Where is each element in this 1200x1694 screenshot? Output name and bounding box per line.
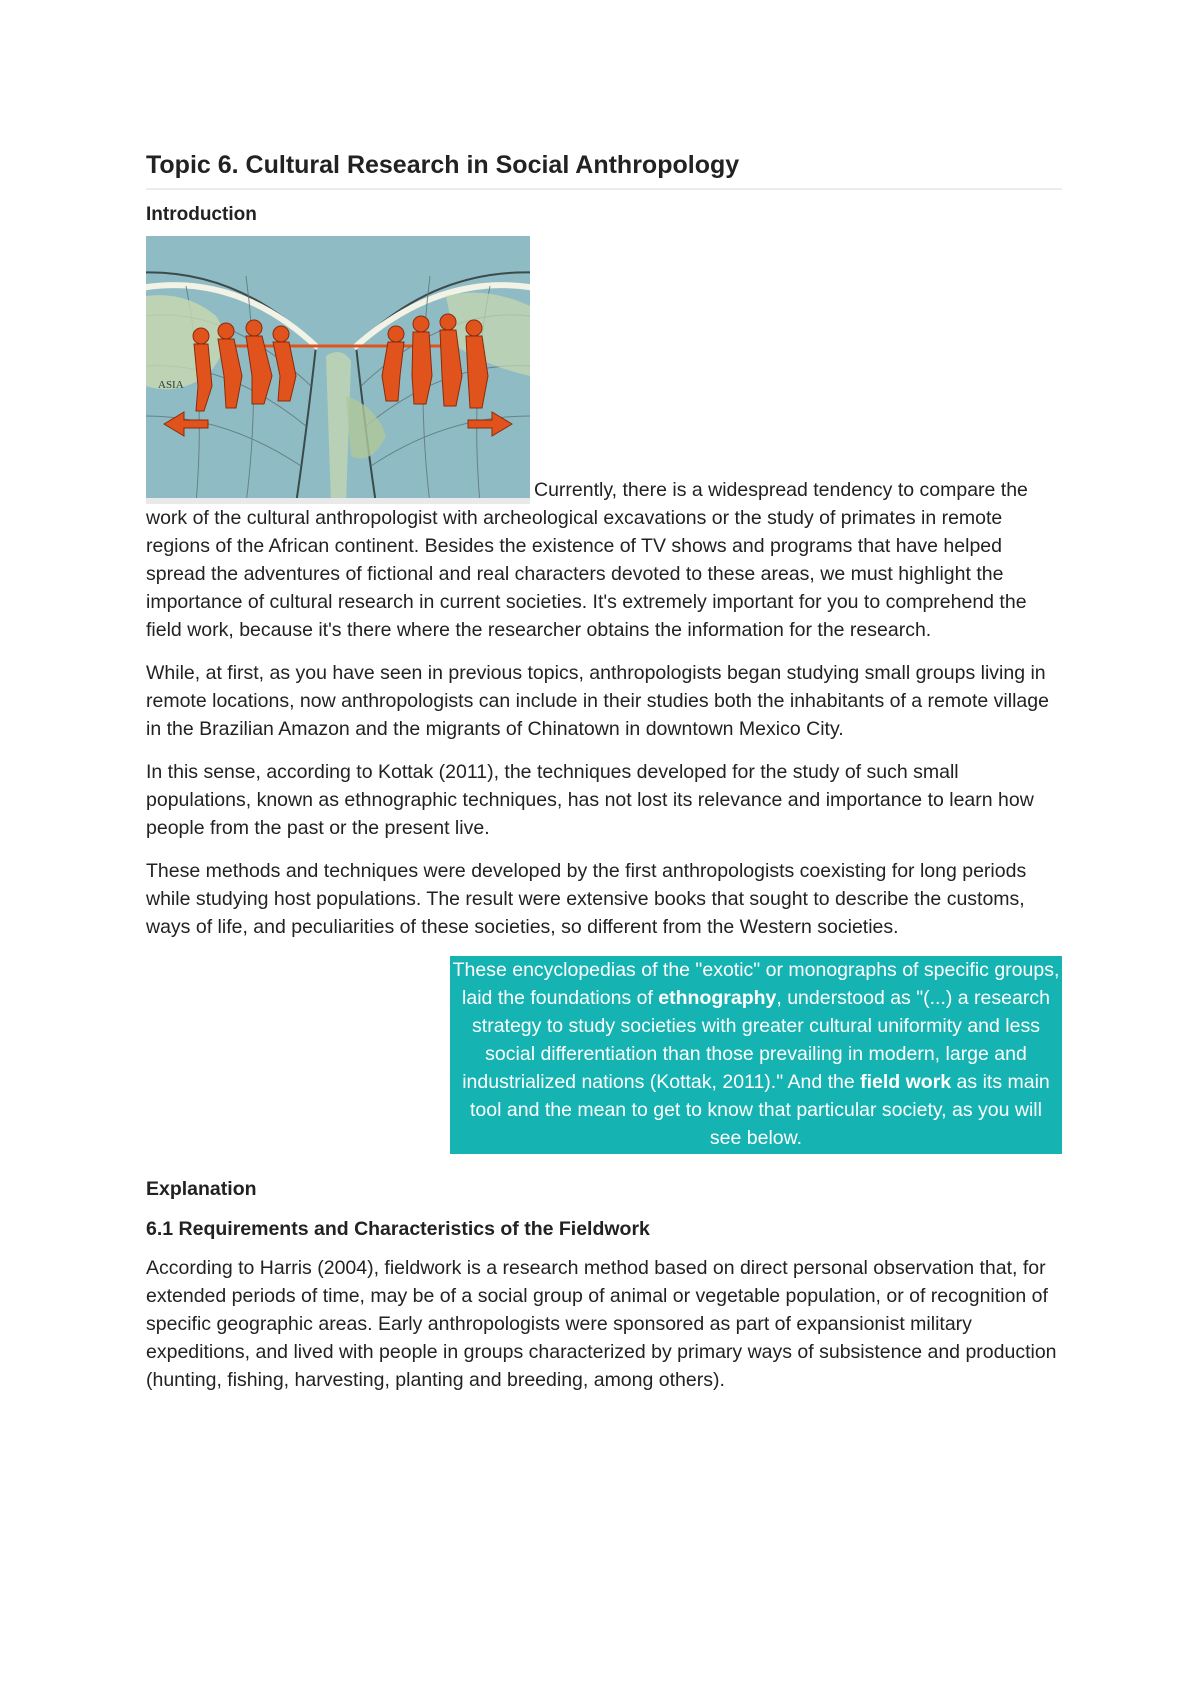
intro-paragraph-1-text: Currently, there is a widespread tendency to compare the work of the cultural anthropologist with archeological excavations or the study of primates in remote regions of the African continent. Besides the existence of TV shows and programs that have helped spread the adventures of fictional and real characters devoted to these areas, we must highlight the importance of cultural research in current societies. It's extremely important for you to comprehend the field work, because it's there where the researcher obtains the information for the research. bbox=[146, 479, 1028, 641]
introduction-heading: Introduction bbox=[146, 204, 257, 225]
ethnography-callout bbox=[450, 956, 1062, 1154]
section-6-1-paragraph: According to Harris (2004), fieldwork is a research method based on direct personal observation that, for extended periods of time, may be of a social group of animal or vegetable population, or of recognition of specific geographic areas. Early anthropologists were sponsored as part of expansionist military expeditions, and lived with people in groups characterized by primary ways of subsistence and production (hunting, fishing, harvesting, planting and breeding, among others). bbox=[146, 1257, 1057, 1391]
section-6-1-heading: 6.1 Requirements and Characteristics of the Fieldwork bbox=[146, 1218, 650, 1240]
callout-text-3: as its main tool and the mean to get to know that particular society, as you will see below. bbox=[470, 1071, 1050, 1149]
document-page bbox=[146, 148, 1062, 1409]
callout-container bbox=[146, 956, 1062, 1154]
intro-paragraph-2: While, at first, as you have seen in previous topics, anthropologists began studying small groups living in remote locations, now anthropologists can include in their studies both the inhabitants of a remote village in the Brazilian Amazon and the migrants of Chinatown in downtown Mexico City. bbox=[146, 662, 1049, 740]
explanation-heading: Explanation bbox=[146, 1178, 257, 1200]
intro-paragraph-4: These methods and techniques were developed by the first anthropologists coexisting for long periods while studying host populations. The result were extensive books that sought to describe the customs, ways of life, and peculiarities of these societies, so different from the Western societies. bbox=[146, 860, 1027, 938]
intro-paragraph-1 bbox=[146, 236, 1062, 644]
intro-paragraph-3: In this sense, according to Kottak (2011), the techniques developed for the study of such small populations, known as ethnographic techniques, has not lost its relevance and importance to learn how people from the past or the present live. bbox=[146, 761, 1034, 839]
callout-bold-field-work: field work bbox=[860, 1071, 952, 1093]
callout-text-2: , understood as "(...) a research strategy to study societies with greater cultural uniformity and less social differentiation than those prevailing in modern, large and industrialized nations (Kottak, 2011)." And the bbox=[462, 987, 1050, 1093]
callout-text-1: These encyclopedias of the "exotic" or monographs of specific groups, laid the foundations of bbox=[452, 959, 1060, 1009]
world-map-tug-of-war-icon bbox=[146, 236, 530, 504]
map-label-asia: ASIA bbox=[158, 379, 184, 391]
page-title: Topic 6. Cultural Research in Social Anthropology bbox=[146, 148, 1062, 190]
world-map-illustration bbox=[146, 236, 530, 504]
callout-bold-ethnography: ethnography bbox=[658, 987, 777, 1009]
